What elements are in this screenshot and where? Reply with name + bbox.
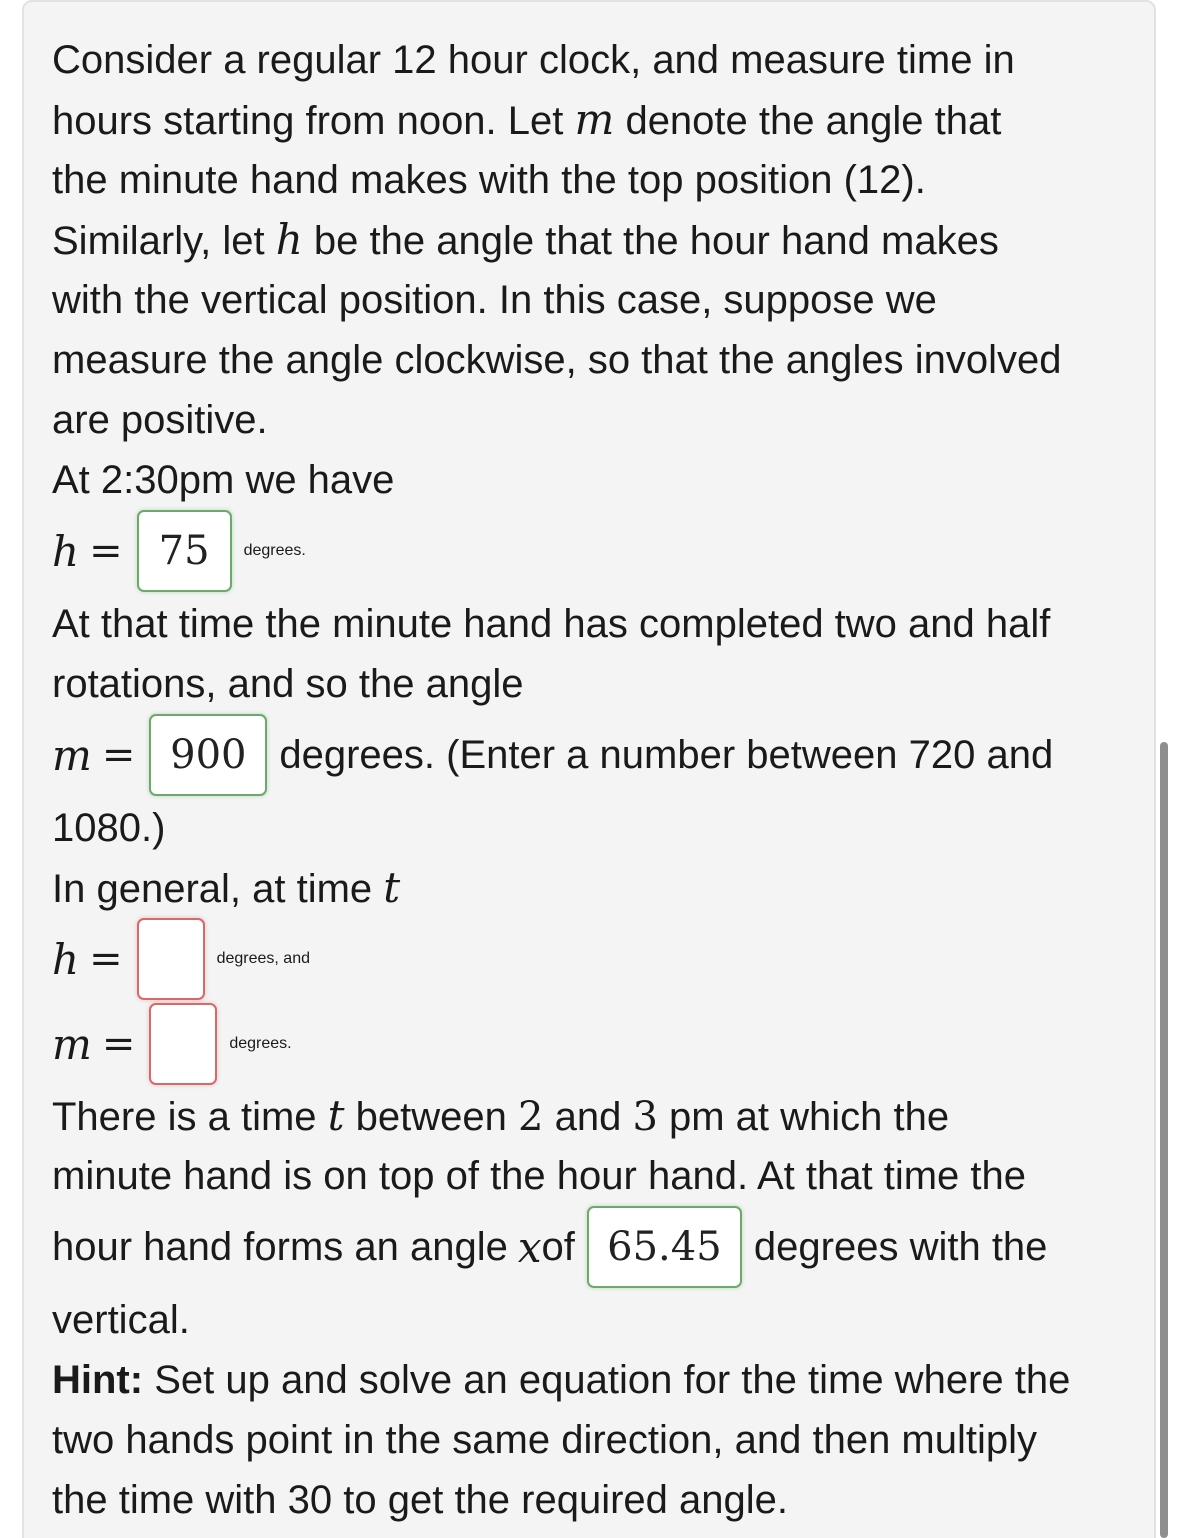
q3-text (52, 798, 1142, 918)
math-var-m: m (52, 730, 92, 780)
text: denote the angle that (614, 99, 1002, 143)
unit-label: degrees. (229, 1035, 292, 1052)
math-var-h: h (52, 934, 80, 984)
math-var-t: t (327, 1091, 345, 1140)
text-line: vertical. (52, 1298, 190, 1342)
text-line (52, 1350, 1142, 1410)
math-number: 2 (518, 1094, 544, 1140)
equals-sign: = (101, 732, 136, 778)
text-line (52, 858, 1142, 918)
text-line: the time with 30 to get the required angle. (52, 1478, 789, 1522)
unit-label: degrees. (243, 542, 306, 559)
text-line: 1080.) (52, 806, 166, 850)
text: degrees with the (753, 1224, 1048, 1269)
text: pm at which the (657, 1095, 950, 1139)
text-line: measure the angle clockwise, so that the angles involved (52, 338, 1062, 382)
text-line (52, 210, 1142, 270)
math-number: 3 (632, 1094, 658, 1140)
math-var-t: t (383, 863, 401, 912)
x-answer-field[interactable]: 65.45 (587, 1206, 742, 1288)
m-general-field[interactable] (149, 1003, 217, 1085)
text-line: minute hand is on top of the hour hand. At that time the (52, 1154, 1026, 1198)
question-content (52, 30, 1142, 510)
text-line: with the vertical position. In this case, suppose we (52, 278, 937, 322)
q2-text (52, 594, 1142, 714)
text: of (541, 1224, 575, 1269)
math-var-h: h (52, 526, 80, 576)
text: There is a time (52, 1095, 328, 1139)
text: hours starting from noon. Let (52, 99, 575, 143)
x-angle-row (52, 1206, 1047, 1288)
math-var-m: m (52, 1019, 92, 1069)
equals-sign: = (89, 936, 123, 982)
math-var-h: h (275, 215, 303, 264)
scrollbar[interactable] (1160, 742, 1168, 1538)
text-line: At that time the minute hand has completed two and half (52, 602, 1051, 646)
math-var-x: x (517, 1222, 542, 1272)
text-line: the minute hand makes with the top position (12). (52, 158, 926, 202)
text: Set up and solve an equation for the time where the (143, 1358, 1071, 1402)
text-line: two hands point in the same direction, and then multiply (52, 1418, 1038, 1462)
hint-text (52, 1290, 1142, 1530)
text: Similarly, let (52, 219, 276, 263)
text-line (52, 1086, 1142, 1146)
text: between (344, 1095, 519, 1139)
text-line (52, 90, 1142, 150)
instruction-text: degrees. (Enter a number between 720 and (279, 732, 1054, 777)
text: hour hand forms an angle (52, 1224, 508, 1269)
m-general-row (52, 1003, 292, 1085)
equals-sign: = (89, 528, 123, 574)
equals-sign: = (101, 1021, 136, 1067)
text-line: Consider a regular 12 hour clock, and measure time in (52, 38, 1015, 82)
text-line: rotations, and so the angle (52, 662, 524, 706)
math-var-m: m (574, 95, 615, 144)
text-line: At 2:30pm we have (52, 458, 395, 502)
h-general-field[interactable] (137, 918, 205, 1000)
text: and (543, 1095, 633, 1139)
hint-label: Hint: (52, 1358, 144, 1402)
text-line: are positive. (52, 398, 268, 442)
m-at-230-row (52, 714, 1053, 796)
h-answer-field[interactable]: 75 (137, 510, 232, 592)
unit-label: degrees, and (216, 950, 310, 967)
h-at-230-row (52, 510, 306, 592)
m-answer-field[interactable]: 900 (149, 714, 267, 796)
q4-text (52, 1086, 1142, 1206)
h-general-row (52, 918, 310, 1000)
text: In general, at time (52, 867, 384, 911)
text: be the angle that the hour hand makes (302, 219, 999, 263)
